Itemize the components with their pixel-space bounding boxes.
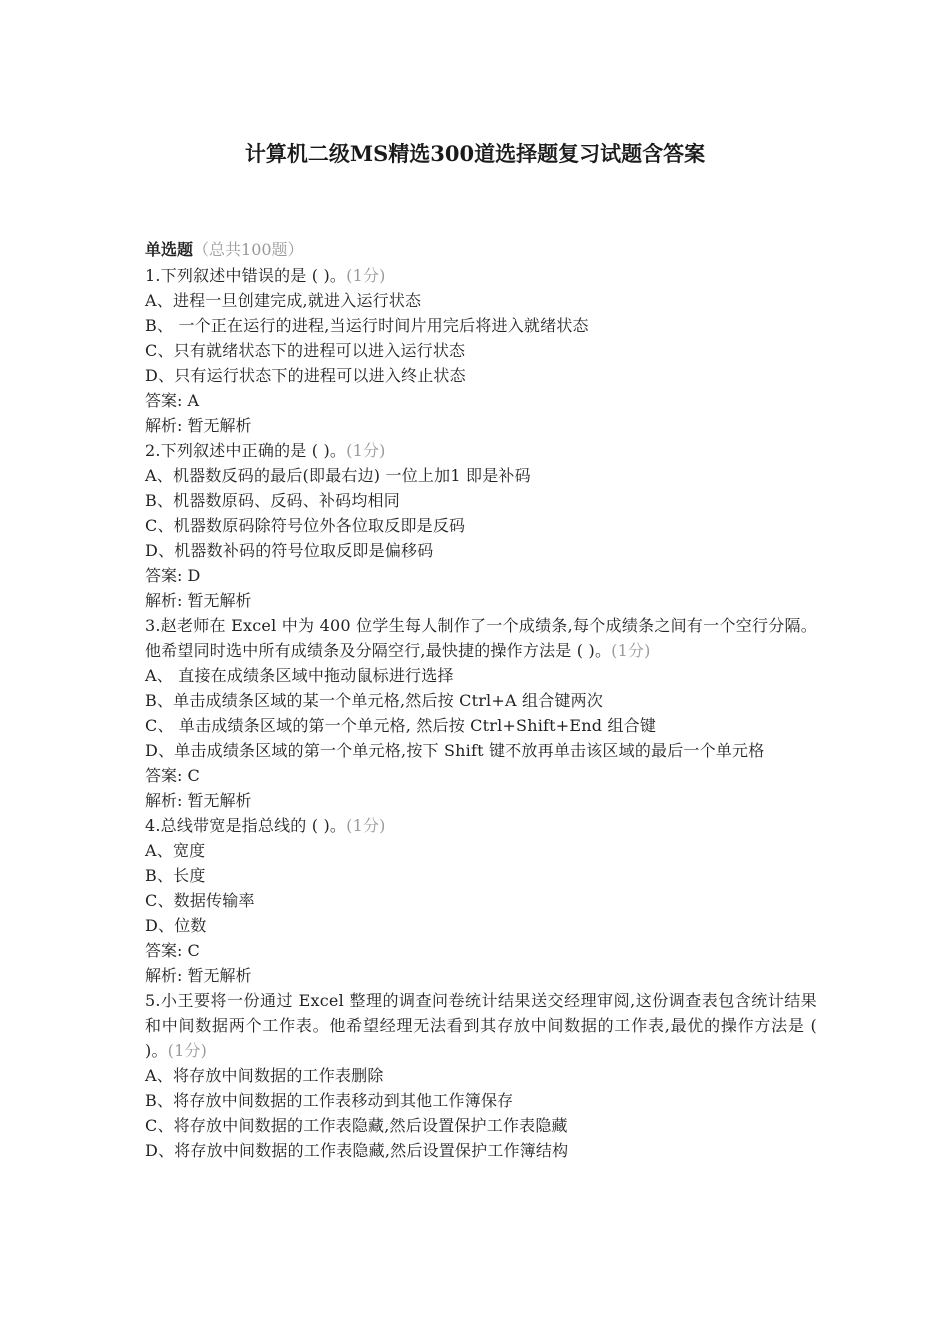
answer-line: 答案: C — [145, 941, 200, 960]
answer-option: C、数据传输率 — [145, 891, 255, 910]
question-score: (1分) — [346, 266, 386, 285]
answer-option: D、单击成绩条区域的第一个单元格,按下 Shift 键不放再单击该区域的最后一个单元格 — [145, 741, 765, 760]
question-text: 1.下列叙述中错误的是 ( )。 — [145, 266, 347, 285]
document-body — [145, 238, 817, 1163]
answer-line: 答案: C — [145, 766, 200, 785]
question-text: 2.下列叙述中正确的是 ( )。 — [145, 441, 347, 460]
answer-option: A、机器数反码的最后(即最右边) 一位上加1 即是补码 — [145, 466, 531, 485]
question-text: 4.总线带宽是指总线的 ( )。 — [145, 816, 347, 835]
answer-option: A、进程一旦创建完成,就进入运行状态 — [145, 291, 422, 310]
section-label: 单选题 — [145, 240, 194, 259]
analysis-line: 解析: 暂无解析 — [145, 416, 252, 435]
answer-option: B、机器数原码、反码、补码均相同 — [145, 491, 400, 510]
section-count: （总共100题） — [193, 240, 304, 259]
question-score: (1分) — [346, 816, 386, 835]
answer-line: 答案: D — [145, 566, 201, 585]
question-text: 5.小王要将一份通过 Excel 整理的调查问卷统计结果送交经理审阅,这份调查表包含统计结果和中间数据两个工作表。他希望经理无法看到其存放中间数据的工作表,最优的操作方法是 ( )。 — [145, 991, 817, 1060]
question-item — [145, 438, 817, 613]
answer-option: B、单击成绩条区域的某一个单元格,然后按 Ctrl+A 组合键两次 — [145, 691, 604, 710]
question-stem — [145, 813, 817, 838]
question-text: 3.赵老师在 Excel 中为 400 位学生每人制作了一个成绩条,每个成绩条之间有一个空行分隔。他希望同时选中所有成绩条及分隔空行,最快捷的操作方法是 ( )。 — [145, 616, 817, 660]
question-list — [145, 263, 817, 1163]
question-item — [145, 613, 817, 813]
question-stem — [145, 988, 817, 1063]
analysis-line: 解析: 暂无解析 — [145, 791, 252, 810]
answer-option: C、 单击成绩条区域的第一个单元格, 然后按 Ctrl+Shift+End 组合键 — [145, 716, 657, 735]
analysis-line: 解析: 暂无解析 — [145, 591, 252, 610]
answer-option: D、位数 — [145, 916, 207, 935]
question-item — [145, 988, 817, 1163]
answer-option: A、将存放中间数据的工作表删除 — [145, 1066, 384, 1085]
answer-option: B、长度 — [145, 866, 206, 885]
question-score: (1分) — [167, 1041, 208, 1060]
question-stem — [145, 438, 817, 463]
question-score: (1分) — [611, 641, 651, 660]
answer-option: A、宽度 — [145, 841, 206, 860]
question-item — [145, 813, 817, 988]
section-heading — [145, 238, 817, 263]
answer-option: C、只有就绪状态下的进程可以进入运行状态 — [145, 341, 466, 360]
answer-option: D、只有运行状态下的进程可以进入终止状态 — [145, 366, 466, 385]
analysis-line: 解析: 暂无解析 — [145, 966, 252, 985]
answer-option: C、将存放中间数据的工作表隐藏,然后设置保护工作表隐藏 — [145, 1116, 568, 1135]
answer-option: B、 一个正在运行的进程,当运行时间片用完后将进入就绪状态 — [145, 316, 589, 335]
answer-option: D、机器数补码的符号位取反即是偏移码 — [145, 541, 434, 560]
question-score: (1分) — [346, 441, 386, 460]
question-item — [145, 263, 817, 438]
question-stem — [145, 263, 817, 288]
answer-option: B、将存放中间数据的工作表移动到其他工作簿保存 — [145, 1091, 514, 1110]
answer-line: 答案: A — [145, 391, 200, 410]
answer-option: C、机器数原码除符号位外各位取反即是反码 — [145, 516, 466, 535]
question-stem — [145, 613, 817, 663]
answer-option: A、 直接在成绩条区域中拖动鼠标进行选择 — [145, 666, 454, 685]
answer-option: D、将存放中间数据的工作表隐藏,然后设置保护工作簿结构 — [145, 1141, 569, 1160]
document-title: 计算机二级MS精选300道选择题复习试题含答案 — [244, 141, 706, 166]
